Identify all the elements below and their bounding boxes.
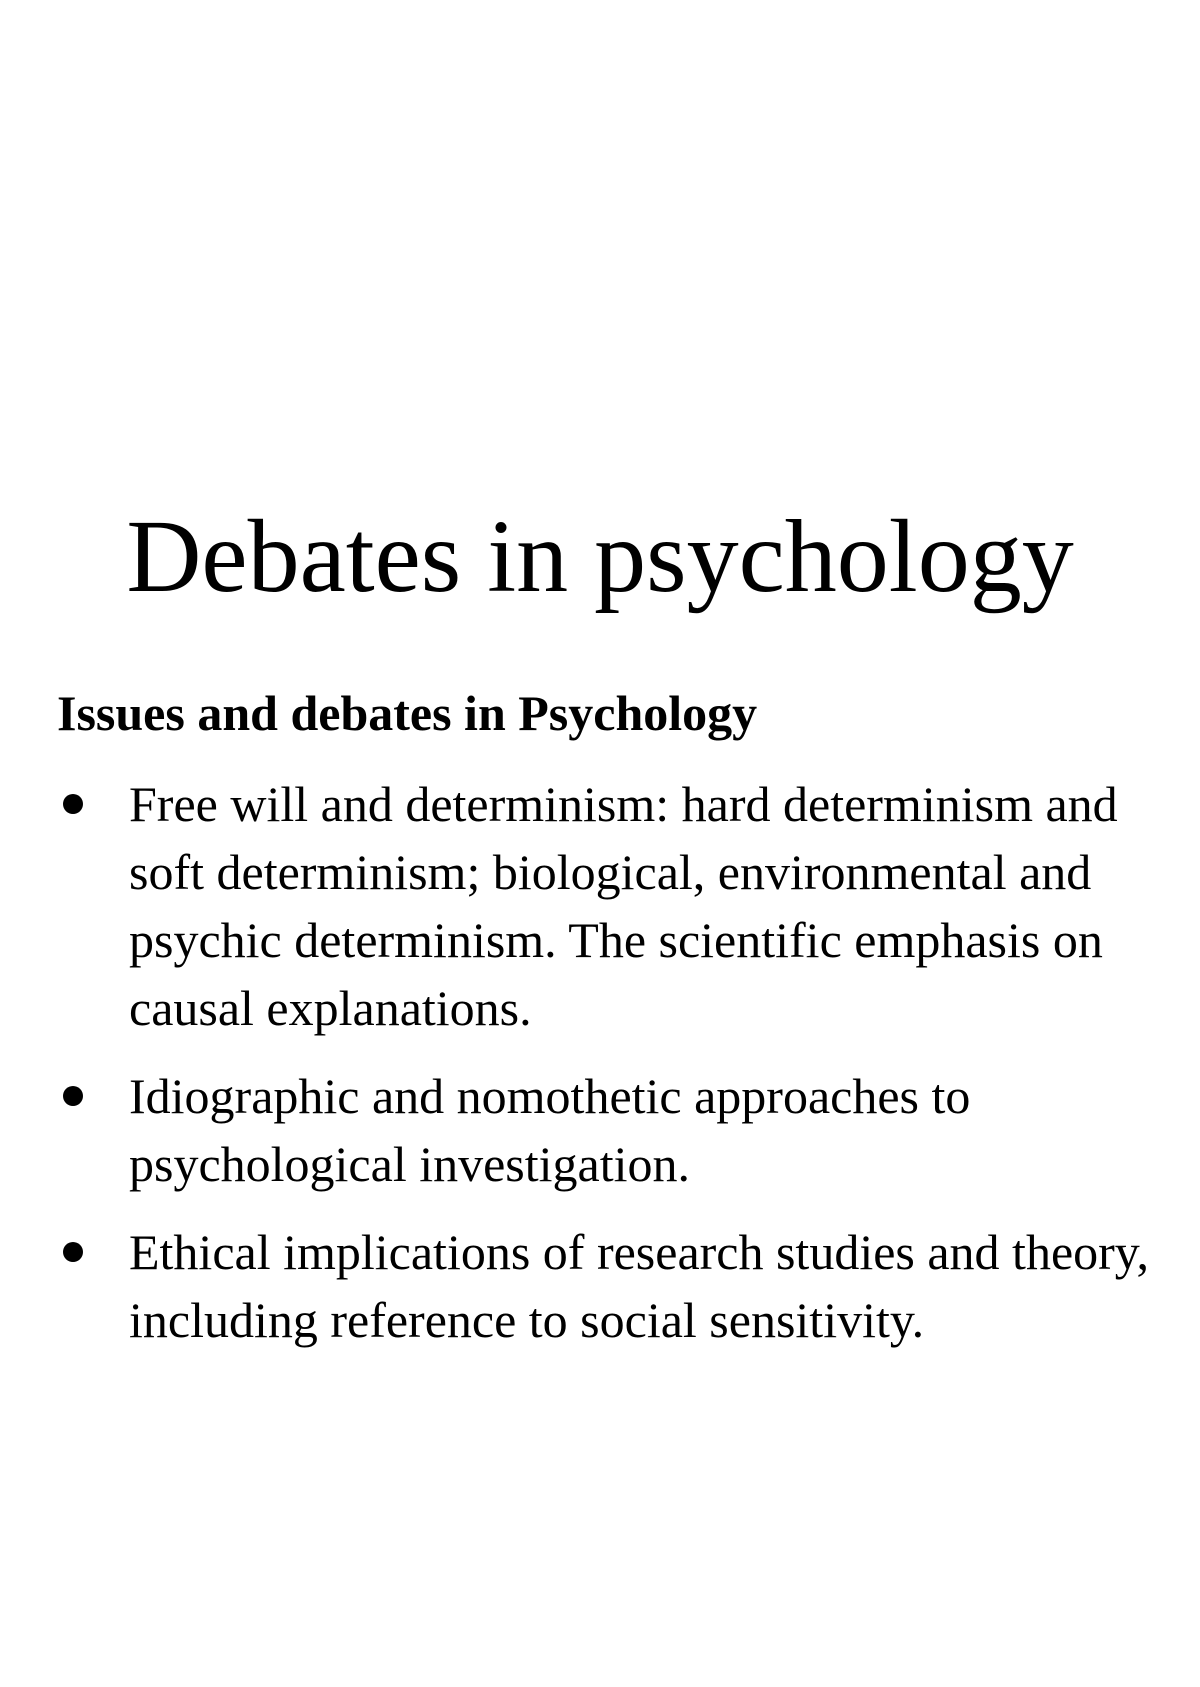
bullet-icon [63,794,83,814]
bullet-item-free-will [57,770,1157,1042]
section-heading: Issues and debates in Psychology [57,685,758,741]
bullet-list [57,770,1157,1374]
bullet-item-idiographic [57,1062,1157,1198]
bullet-icon [63,1086,83,1106]
page-title: Debates in psychology [126,499,1074,614]
bullet-text: Free will and determinism: hard determinism and soft determinism; biological, environmental and psychic determinism. The scientific emphasis on causal explanations. [129,776,1118,1036]
bullet-icon [63,1242,83,1262]
bullet-item-ethical [57,1218,1157,1354]
bullet-text: Idiographic and nomothetic approaches to psychological investigation. [129,1068,971,1192]
bullet-text: Ethical implications of research studies and theory, including reference to social sensitivity. [129,1224,1150,1348]
